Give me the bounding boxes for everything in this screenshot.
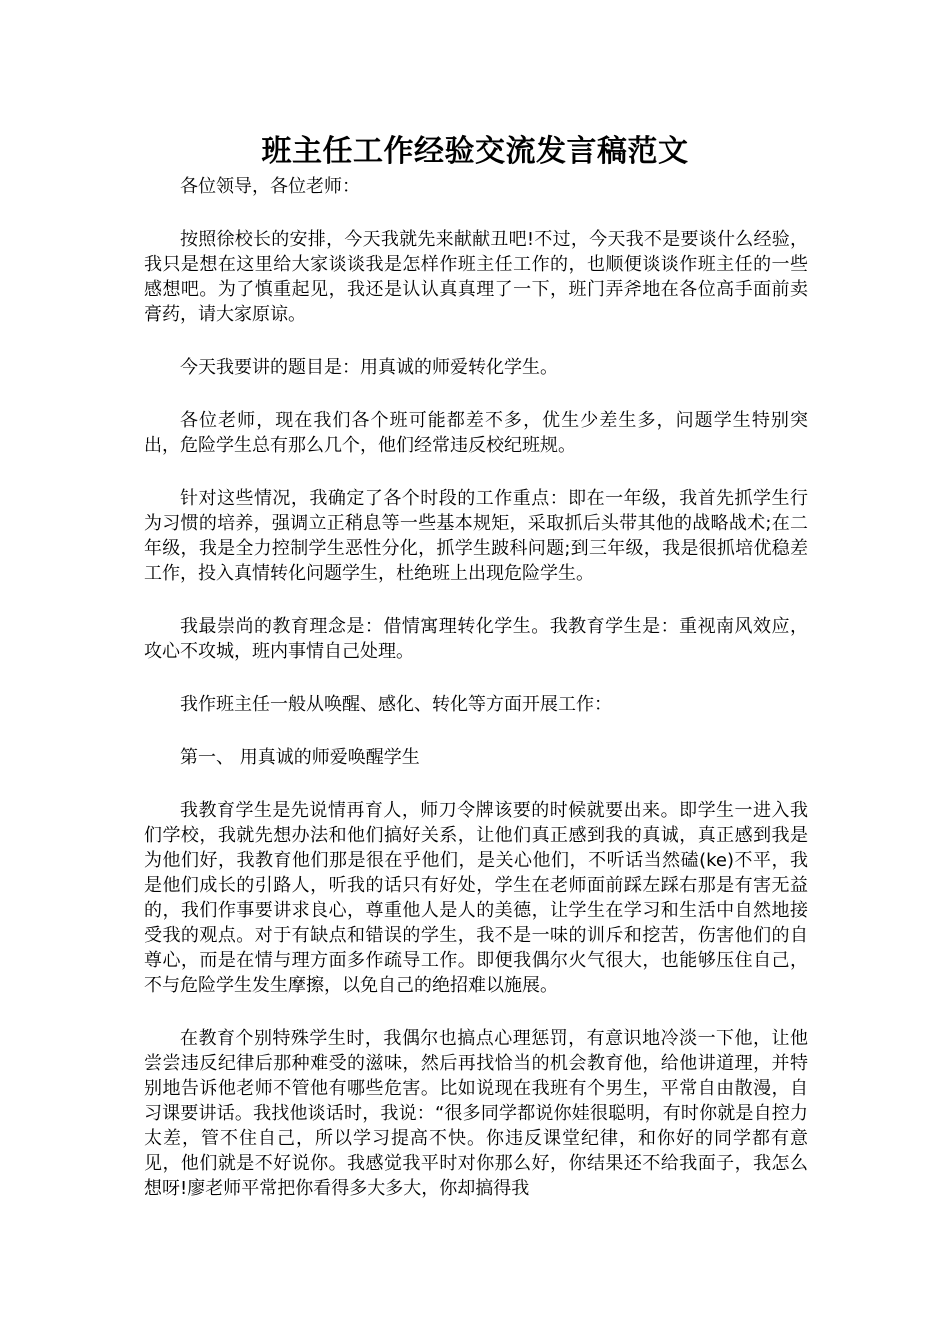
paragraph-work-focus: 针对这些情况，我确定了各个时段的工作重点：即在一年级，我首先抓学生行为习惯的培养，强调立正稍息等一些基本规矩，采取抓后头带其他的战略战术;在二年级，我是全力控制学生恶性分化，抓学生跛科问题;到三年级，我是很抓培优稳差工作，投入真情转化问题学生，杜绝班上出现危险学生。 (144, 488, 808, 584)
paragraph-introduction: 按照徐校长的安排，今天我就先来献献丑吧!不过，今天我不是要谈什么经验，我只是想在这里给大家谈谈我是怎样作班主任工作的，也顺便谈谈作班主任的一些感想吧。为了慎重起见，我还是认认真真理了一下，班门弄斧地在各位高手面前卖膏药，请大家原谅。 (144, 229, 808, 325)
paragraph-topic: 今天我要讲的题目是：用真诚的师爱转化学生。 (180, 357, 558, 378)
paragraph-special-students: 在教育个别特殊学生时，我偶尔也搞点心理惩罚，有意识地冷淡一下他，让他尝尝违反纪律后那种难受的滋味，然后再找恰当的机会教育他，给他讲道理，并特别地告诉他老师不管他有哪些危害。比如说现在我班有个男生，平常自由散漫，自习课要讲话。我找他谈话时，我说：“很多同学都说你娃很聪明，有时你就是自控力太差，管不住自己，所以学习提高不快。你违反课堂纪律，和你好的同学都有意见，他们就是不好说你。我感觉我平时对你那么好，你结果还不给我面子，我怎么想呀!廖老师平常把你看得多大多大，你却搞得我 (144, 1028, 808, 1199)
section-heading-first: 第一、 用真诚的师爱唤醒学生 (180, 747, 420, 768)
paragraph-situation: 各位老师，现在我们各个班可能都差不多，优生少差生多，问题学生特别突出，危险学生总有那么几个，他们经常违反校纪班规。 (144, 410, 808, 456)
paragraph-awakening: 我教育学生是先说情再育人，师刀令牌该要的时候就要出来。即学生一进入我们学校，我就先想办法和他们搞好关系，让他们真正感到我的真诚，真正感到我是为他们好，我教育他们那是很在乎他们，是关心他们，不听话当然磕(ke)不平，我是他们成长的引路人，听我的话只有好处，学生在老师面前踩左踩右那是有害无益的，我们作事要讲求良心，尊重他人是人的美德，让学生在学习和生活中自然地接受我的观点。对于有缺点和错误的学生，我不是一味的训斥和挖苦，伤害他们的自尊心，而是在情与理方面多作疏导工作。即便我偶尔火气很大，也能够压住自己，不与危险学生发生摩擦，以免自己的绝招难以施展。 (144, 800, 808, 996)
document-title: 班主任工作经验交流发言稿范文 (261, 134, 689, 169)
paragraph-approach: 我作班主任一般从唤醒、感化、转化等方面开展工作： (180, 694, 612, 715)
paragraph-salutation: 各位领导，各位老师： (180, 176, 360, 197)
paragraph-philosophy: 我最崇尚的教育理念是：借情寓理转化学生。我教育学生是：重视南风效应，攻心不攻城，班内事情自己处理。 (144, 616, 808, 662)
document-body (144, 174, 808, 1229)
